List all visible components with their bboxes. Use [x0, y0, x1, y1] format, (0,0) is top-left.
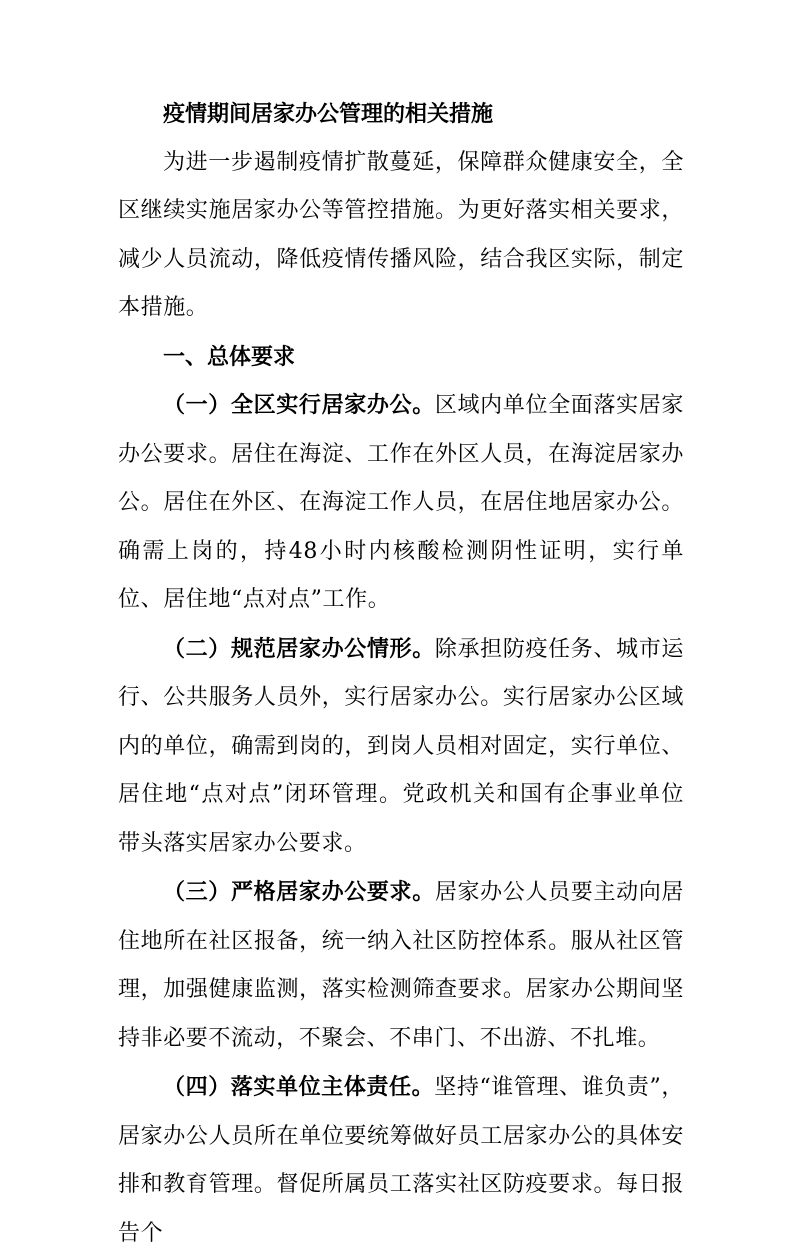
- item-lead-4: （四）落实单位主体责任。: [163, 1074, 435, 1100]
- item-paragraph-4: [118, 1063, 684, 1258]
- item-text-1: 区域内单位全面落实居家办公要求。居住在海淀、工作在外区人员，在海淀居家办公。居住在外区、在海淀工作人员，在居住地居家办公。确需上岗的，持48小时内核酸检测阴性证明，实行单位、居住地“点对点”工作。: [118, 393, 684, 612]
- item-text-2: 除承担防疫任务、城市运行、公共服务人员外，实行居家办公。实行居家办公区域内的单位，确需到岗的，到岗人员相对固定，实行单位、居住地“点对点”闭环管理。党政机关和国有企事业单位带头落实居家办公要求。: [118, 636, 684, 856]
- item-lead-1: （一）全区实行居家办公。: [163, 392, 435, 418]
- item-paragraph-3: [118, 868, 684, 1063]
- item-text-3: 居家办公人员要主动向居住地所在社区报备，统一纳入社区防控体系。服从社区管理，加强健康监测，落实检测筛查要求。居家办公期间坚持非必要不流动，不聚会、不串门、不出游、不扎堆。: [118, 880, 684, 1051]
- item-paragraph-1: [118, 381, 684, 625]
- document-title: 疫情期间居家办公管理的相关措施: [163, 101, 494, 127]
- item-text-4: 坚持“谁管理、谁负责”，居家办公人员所在单位要统筹做好员工居家办公的具体安排和教育管理。督促所属员工落实社区防疫要求。每日报告个: [118, 1075, 684, 1246]
- intro-paragraph: 为进一步遏制疫情扩散蔓延，保障群众健康安全，全区继续实施居家办公等管控措施。为更好落实相关要求，减少人员流动，降低疫情传播风险，结合我区实际，制定本措施。: [118, 149, 684, 320]
- item-lead-3: （三）严格居家办公要求。: [163, 879, 435, 905]
- document-body: [118, 90, 684, 1258]
- item-paragraph-2: [118, 625, 684, 869]
- item-lead-2: （二）规范居家办公情形。: [163, 635, 435, 662]
- section-heading-overall-requirements: 一、总体要求: [163, 343, 296, 370]
